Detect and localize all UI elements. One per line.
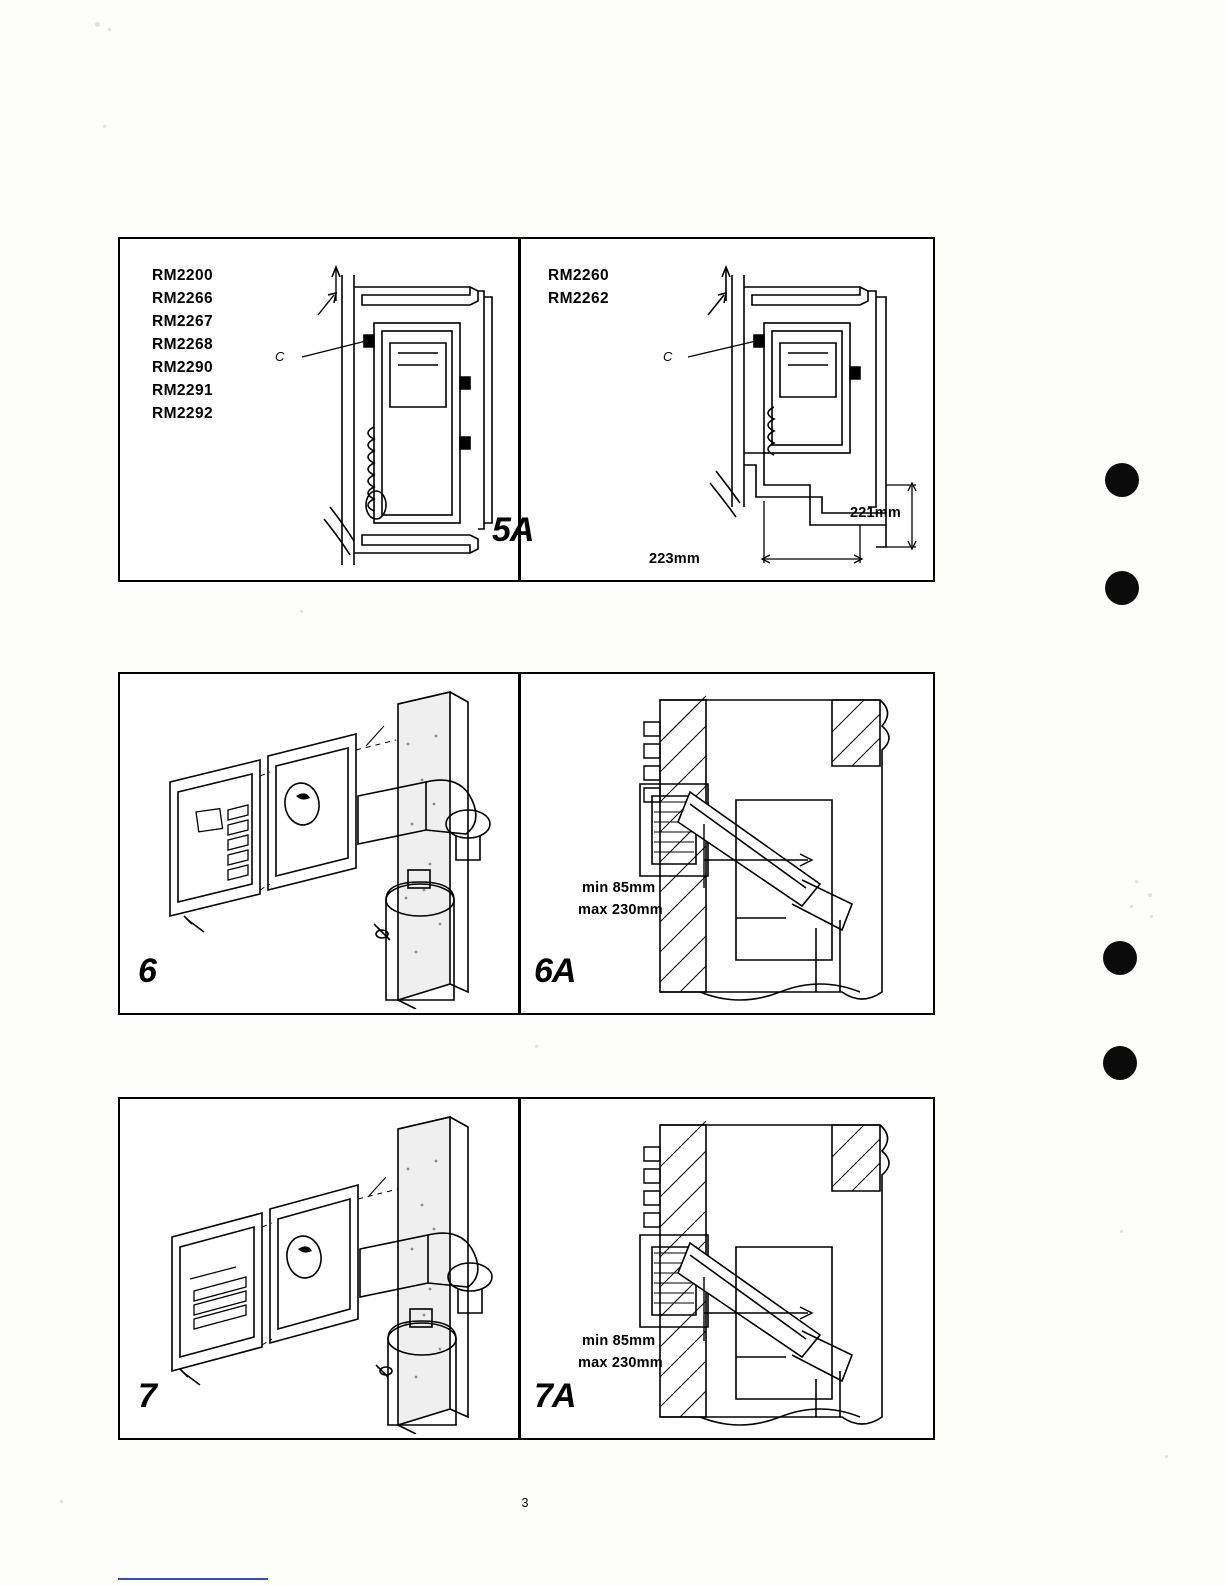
dimension-min-85mm: min 85mm — [582, 1333, 656, 1349]
model-number: RM2291 — [152, 381, 213, 399]
scan-speck — [60, 1500, 63, 1503]
figure-7-left-drawing — [150, 1109, 520, 1434]
figure-5-right-drawing — [660, 257, 950, 577]
figure-6a-right-drawing — [540, 692, 930, 1004]
page-number: 3 — [521, 1496, 529, 1510]
model-number: RM2268 — [152, 335, 213, 353]
scan-speck — [1150, 915, 1153, 918]
model-number: RM2200 — [152, 267, 213, 284]
model-number: RM2260 — [548, 267, 609, 284]
scan-speck — [1148, 893, 1152, 897]
model-list-left — [152, 265, 213, 426]
model-number: RM2292 — [152, 404, 213, 422]
dimension-221mm: 221mm — [850, 505, 901, 521]
dimension-max-230mm: max 230mm — [578, 902, 663, 918]
scan-speck — [1120, 1230, 1123, 1233]
scan-edge-line — [118, 1578, 268, 1580]
figure-label-6: 6 — [138, 952, 156, 990]
model-number: RM2267 — [152, 312, 213, 330]
figure-label-5a: 5A — [492, 511, 534, 549]
binder-hole-marker — [1103, 1046, 1137, 1080]
model-number: RM2266 — [152, 289, 213, 307]
callout-label-c-left: C — [275, 349, 285, 364]
dimension-min-85mm: min 85mm — [582, 880, 656, 896]
figure-6-left-drawing — [150, 684, 520, 1009]
figure-label-7: 7 — [138, 1377, 156, 1415]
figure-label-6a: 6A — [534, 952, 576, 990]
scan-speck — [1130, 905, 1133, 908]
model-number: RM2262 — [548, 289, 609, 307]
scan-speck — [1165, 1455, 1168, 1458]
figure-6-panel — [118, 672, 935, 1015]
scan-speck — [108, 28, 111, 31]
figure-5-left-drawing — [270, 257, 520, 577]
binder-hole-marker — [1103, 941, 1137, 975]
scan-speck — [95, 22, 100, 27]
figure-5-panel — [118, 237, 935, 582]
binder-hole-marker — [1105, 463, 1139, 497]
dimension-223mm: 223mm — [649, 551, 700, 567]
scan-speck — [103, 125, 106, 128]
scan-speck — [300, 610, 303, 613]
model-list-right — [548, 265, 609, 311]
figure-7-panel — [118, 1097, 935, 1440]
model-number: RM2290 — [152, 358, 213, 376]
scan-speck — [535, 1045, 538, 1048]
figure-label-7a: 7A — [534, 1377, 576, 1415]
figure-7a-right-drawing — [540, 1117, 930, 1429]
callout-label-c-right: C — [663, 349, 673, 364]
scan-speck — [1135, 880, 1138, 883]
dimension-max-230mm: max 230mm — [578, 1355, 663, 1371]
binder-hole-marker — [1105, 571, 1139, 605]
